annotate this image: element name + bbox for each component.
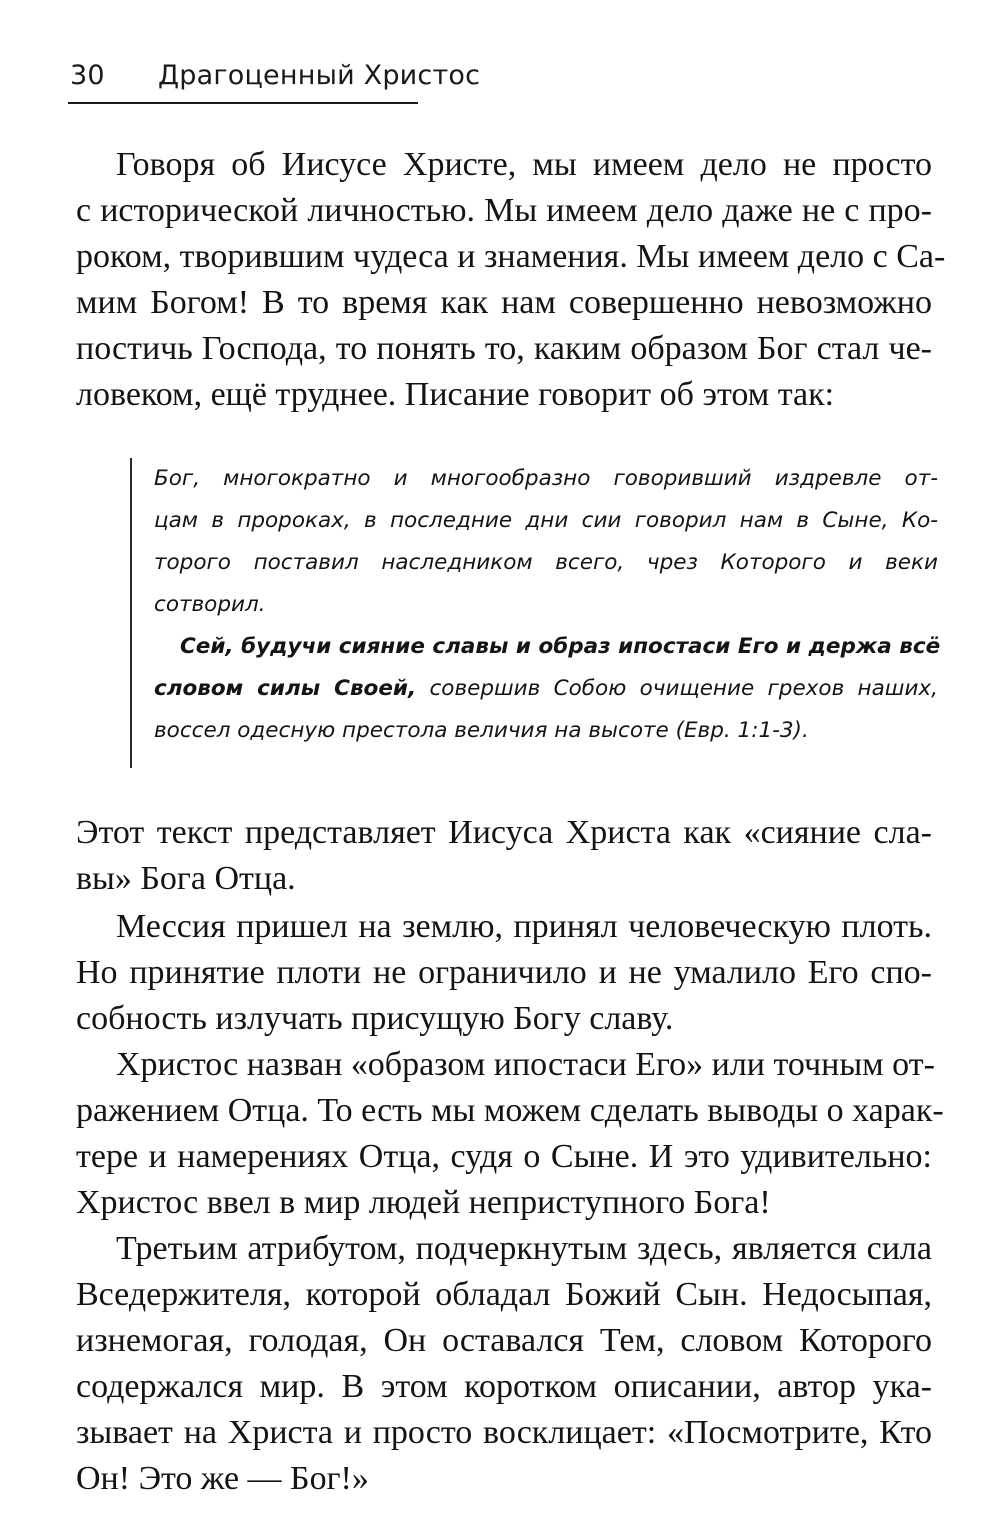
text-line: Христос назван «образом ипостаси Его» или точным от-: [116, 1046, 935, 1083]
quote-line: цам в пророках, в последние дни сии говорил нам в Сыне, Ко-: [154, 508, 938, 533]
quote-line: воссел одесную престола величия на высоте (Евр. 1:1-3).: [154, 718, 809, 743]
paragraph-4: [76, 1042, 944, 1226]
text-line: вы» Бога Отца.: [76, 860, 296, 897]
quote-line: сотворил.: [154, 592, 266, 617]
paragraph-5: [76, 1226, 932, 1502]
text-line: Вседержителя, которой обладал Божий Сын. Недосыпая,: [76, 1276, 932, 1313]
text-line: постичь Господа, то понять то, каким образом Бог стал че-: [76, 330, 932, 367]
quote-line: торого поставил наследником всего, чрез Которого и веки: [154, 550, 938, 575]
text-line: Христос ввел в мир людей неприступного Бога!: [76, 1184, 771, 1221]
text-line: с исторической личностью. Мы имеем дело даже не с про-: [76, 192, 932, 229]
page-number: 30: [70, 60, 105, 91]
text-line: Он! Это же — Бог!»: [76, 1460, 369, 1497]
text-line: изнемогая, голодая, Он оставался Тем, словом Которого: [76, 1322, 932, 1359]
text-line: содержался мир. В этом коротком описании, автор ука-: [76, 1368, 932, 1405]
text-line: Мессия пришел на землю, принял человеческую плоть.: [116, 908, 932, 945]
text-line: Этот текст представляет Иисуса Христа как «сияние сла-: [76, 814, 932, 851]
text-line: собность излучать присущую Богу славу.: [76, 1000, 674, 1037]
paragraph-intro: [76, 142, 946, 418]
quote-verse-2: [132, 626, 941, 752]
text-line: ловеком, ещё труднее. Писание говорит об этом так:: [76, 376, 835, 413]
text-line: тере и намерениях Отца, судя о Сыне. И это удивительно:: [76, 1138, 932, 1175]
quote-bold-start: словом силы Своей,: [154, 676, 417, 701]
quote-line: [154, 668, 938, 710]
quote-line: Бог, многократно и многообразно говоривший издревле от-: [154, 466, 938, 491]
paragraph-2: [76, 810, 932, 902]
text-line: Третьим атрибутом, подчеркнутым здесь, является сила: [116, 1230, 932, 1267]
text-line: Говоря об Иисусе Христе, мы имеем дело не просто: [116, 146, 932, 183]
quote-verse-1: [132, 458, 938, 626]
quote-line-bold: Сей, будучи сияние славы и образ ипостаси Его и держа всё: [180, 634, 941, 659]
header-rule: [68, 102, 418, 104]
text-line: Но принятие плоти не ограничило и не умалило Его спо-: [76, 954, 932, 991]
quote-line-rest: совершив Собою очищение грехов наших,: [416, 676, 938, 701]
book-title: Драгоценный Христос: [158, 60, 481, 91]
paragraph-3: [76, 904, 932, 1042]
running-head: [70, 60, 481, 91]
scripture-quote: [130, 458, 941, 768]
text-line: ражением Отца. То есть мы можем сделать выводы о харак-: [76, 1092, 944, 1129]
text-line: зывает на Христа и просто восклицает: «Посмотрите, Кто: [76, 1414, 932, 1451]
text-line: роком, творившим чудеса и знамения. Мы имеем дело с Са-: [76, 238, 946, 275]
text-line: мим Богом! В то время как нам совершенно невозможно: [76, 284, 932, 321]
